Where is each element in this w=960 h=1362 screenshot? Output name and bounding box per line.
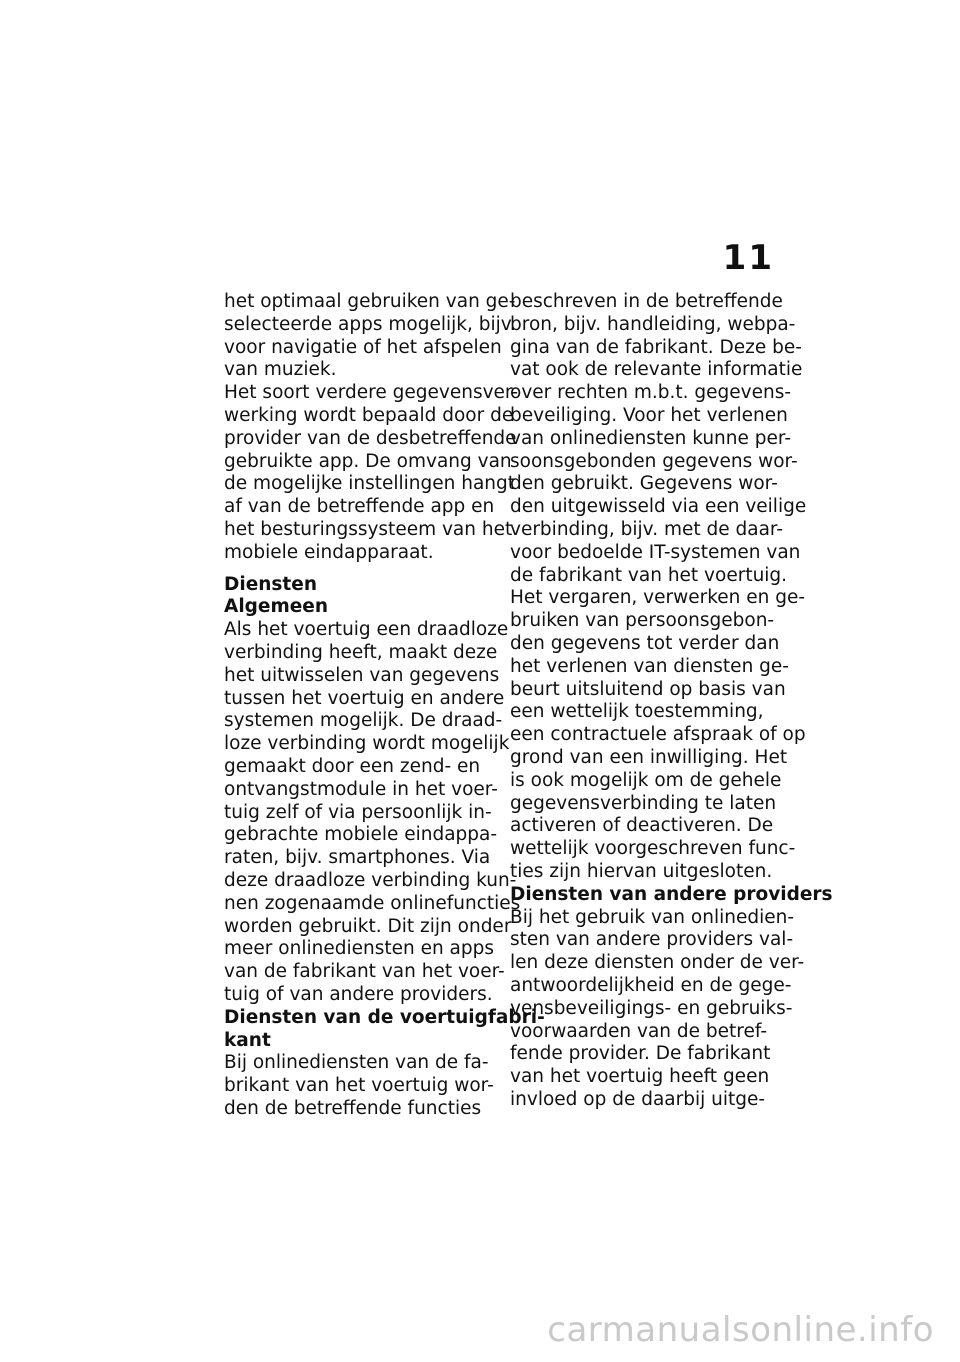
section-heading-line: Algemeen: [224, 596, 328, 618]
left-text-column: [224, 291, 545, 1121]
body-text-line: den de betreffende functies: [224, 1097, 482, 1119]
body-text-line: gina van de fabrikant. Deze be-: [510, 336, 802, 358]
body-text-line: tussen het voertuig en andere: [224, 687, 505, 709]
body-text-line: den uitgewisseld via een veilige: [510, 496, 807, 518]
body-text-line: gebrachte mobiele eindappa-: [224, 824, 498, 846]
watermark: carmanualsonline.info: [547, 1310, 934, 1350]
body-text-line: activeren of deactiveren. De: [510, 815, 774, 837]
body-text-line: den gebruikt. Gegevens wor-: [510, 473, 778, 495]
body-text-line: invloed op de daarbij uitge-: [510, 1088, 766, 1110]
body-text-line: voor bedoelde IT-systemen van: [510, 541, 801, 563]
body-text-line: ties zijn hiervan uitgesloten.: [510, 860, 773, 882]
body-text-line: gemaakt door een zend- en: [224, 755, 481, 777]
body-text-line: voorwaarden van de betref-: [510, 1020, 768, 1042]
body-text-line: selecteerde apps mogelijk, bijv.: [224, 313, 517, 335]
section-heading-line: Diensten van andere providers: [510, 883, 833, 905]
body-text-line: over rechten m.b.t. gegevens-: [510, 382, 792, 404]
paragraph-gap: [224, 565, 514, 574]
body-text-line: nen zogenaamde onlinefuncties: [224, 892, 521, 914]
body-text-line: af van de betreffende app en: [224, 496, 495, 518]
body-text-line: Als het voertuig een draadloze: [224, 619, 509, 641]
body-text-line: Het soort verdere gegevensver-: [224, 382, 519, 404]
body-text-line: len deze diensten onder de ver-: [510, 952, 805, 974]
body-text-line: het besturingssysteem van het: [224, 518, 513, 540]
body-text-line: tuig of van andere providers.: [224, 983, 493, 1005]
body-text-line: bron, bijv. handleiding, webpa-: [510, 313, 796, 335]
body-text-line: raten, bijv. smartphones. Via: [224, 847, 491, 869]
section-heading-line: Diensten: [224, 573, 317, 595]
body-text-line: het optimaal gebruiken van ge-: [224, 291, 516, 312]
body-text-line: is ook mogelijk om de gehele: [510, 769, 782, 791]
body-text-line: het uitwisselen van gegevens: [224, 664, 500, 686]
body-text-line: worden gebruikt. Dit zijn onder: [224, 915, 512, 937]
body-text-line: beveiliging. Voor het verlenen: [510, 404, 788, 426]
body-text-line: Bij het gebruik van onlinedien-: [510, 906, 795, 928]
body-text-line: fende provider. De fabrikant: [510, 1043, 771, 1065]
body-text-line: wettelijk voorgeschreven func-: [510, 838, 796, 860]
page-number: 11: [722, 238, 774, 278]
body-text-line: vensbeveiligings- en gebruiks-: [510, 997, 793, 1019]
body-text-line: werking wordt bepaald door de: [224, 404, 514, 426]
section-heading-line: Diensten van de voertuigfabri-: [224, 1006, 545, 1028]
body-text-line: verbinding, bijv. met de daar-: [510, 518, 784, 540]
body-text-line: meer onlinediensten en apps: [224, 938, 495, 960]
body-text-line: beurt uitsluitend op basis van: [510, 678, 786, 700]
body-text-line: den gegevens tot verder dan: [510, 632, 780, 654]
body-text-line: het verlenen van diensten ge-: [510, 655, 789, 677]
body-text-line: deze draadloze verbinding kun-: [224, 869, 517, 891]
body-text-line: van onlinediensten kunne per-: [510, 427, 791, 449]
body-text-line: Bij onlinediensten van de fa-: [224, 1052, 489, 1074]
body-text-line: beschreven in de betreffende: [510, 291, 783, 312]
body-text-line: systemen mogelijk. De draad-: [224, 710, 503, 732]
body-text-line: vat ook de relevante informatie: [510, 359, 803, 381]
body-text-line: van het voertuig heeft geen: [510, 1066, 770, 1088]
body-text-line: een wettelijk toestemming,: [510, 701, 764, 723]
section-heading-line: kant: [224, 1029, 271, 1051]
body-text-line: soonsgebonden gegevens wor-: [510, 450, 798, 472]
body-text-line: provider van de desbetreffende: [224, 427, 517, 449]
body-text-line: sten van andere providers val-: [510, 929, 794, 951]
body-text-line: grond van een inwilliging. Het: [510, 746, 788, 768]
body-text-line: Het vergaren, verwerken en ge-: [510, 587, 806, 609]
body-text-line: verbinding heeft, maakt deze: [224, 641, 498, 663]
body-text-line: tuig zelf of via persoonlijk in-: [224, 801, 492, 823]
body-text-line: brikant van het voertuig wor-: [224, 1075, 494, 1097]
body-text-line: mobiele eindapparaat.: [224, 541, 434, 563]
body-text-line: een contractuele afspraak of op: [510, 724, 806, 746]
body-text-line: bruiken van persoonsgebon-: [510, 610, 775, 632]
body-text-line: voor navigatie of het afspelen: [224, 336, 502, 358]
body-text-line: gebruikte app. De omvang van: [224, 450, 512, 472]
body-text-line: antwoordelijkheid en de gege-: [510, 974, 792, 996]
body-text-line: ontvangstmodule in het voer-: [224, 778, 498, 800]
body-text-line: de mogelijke instellingen hangt: [224, 473, 516, 495]
right-text-column: [510, 291, 833, 1112]
body-text-line: van de fabrikant van het voer-: [224, 961, 505, 983]
body-text-line: loze verbinding wordt mogelijk: [224, 733, 510, 755]
body-text-line: gegevensverbinding te laten: [510, 792, 777, 814]
body-text-line: de fabrikant van het voertuig.: [510, 564, 788, 586]
body-text-line: van muziek.: [224, 359, 337, 381]
